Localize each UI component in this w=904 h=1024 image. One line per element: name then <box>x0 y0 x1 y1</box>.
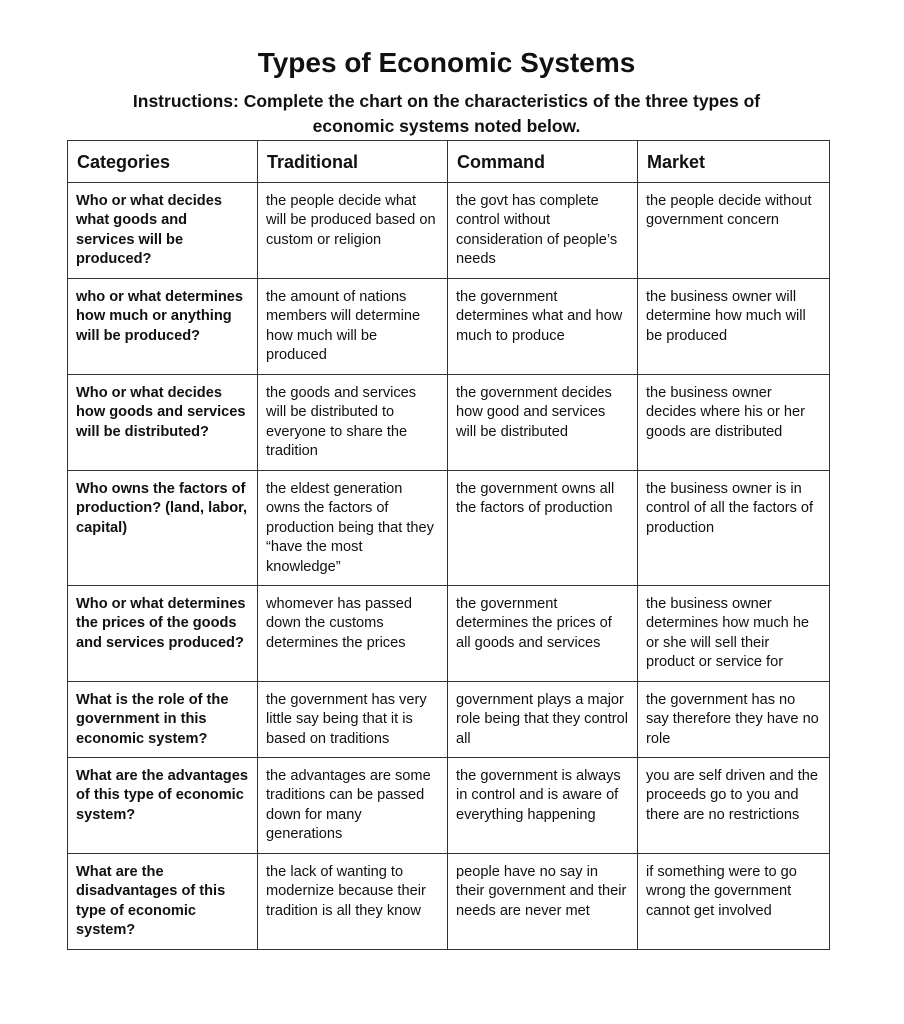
table-row <box>68 758 830 854</box>
command-cell: the government owns all the factors of production <box>448 471 638 586</box>
market-cell: the government has no say therefore they have no role <box>638 682 830 758</box>
header-market: Market <box>638 141 830 183</box>
category-cell: What are the disadvantages of this type of economic system? <box>68 854 258 950</box>
market-cell: the business owner decides where his or her goods are distributed <box>638 375 830 471</box>
command-cell: the government determines the prices of all goods and services <box>448 586 638 682</box>
table-row <box>68 279 830 375</box>
page-title: Types of Economic Systems <box>257 47 636 78</box>
category-cell: Who or what decides what goods and services will be produced? <box>68 183 258 279</box>
category-cell: Who owns the factors of production? (land, labor, capital) <box>68 471 258 586</box>
category-cell: who or what determines how much or anything will be produced? <box>68 279 258 375</box>
header-categories: Categories <box>68 141 258 183</box>
command-cell: the government determines what and how much to produce <box>448 279 638 375</box>
traditional-cell: whomever has passed down the customs determines the prices <box>258 586 448 682</box>
traditional-cell: the people decide what will be produced based on custom or religion <box>258 183 448 279</box>
traditional-cell: the goods and services will be distributed to everyone to share the tradition <box>258 375 448 471</box>
table-row <box>68 682 830 758</box>
category-cell: What is the role of the government in this economic system? <box>68 682 258 758</box>
market-cell: the business owner is in control of all the factors of production <box>638 471 830 586</box>
command-cell: the government is always in control and is aware of everything happening <box>448 758 638 854</box>
traditional-cell: the amount of nations members will determine how much will be produced <box>258 279 448 375</box>
traditional-cell: the advantages are some traditions can be passed down for many generations <box>258 758 448 854</box>
category-cell: Who or what decides how goods and services will be distributed? <box>68 375 258 471</box>
category-cell: What are the advantages of this type of economic system? <box>68 758 258 854</box>
category-cell: Who or what determines the prices of the goods and services produced? <box>68 586 258 682</box>
traditional-cell: the government has very little say being that it is based on traditions <box>258 682 448 758</box>
header-traditional: Traditional <box>258 141 448 183</box>
table-row <box>68 854 830 950</box>
command-cell: government plays a major role being that they control all <box>448 682 638 758</box>
header-command: Command <box>448 141 638 183</box>
traditional-cell: the eldest generation owns the factors of production being that they “have the most knowledge” <box>258 471 448 586</box>
economic-systems-table <box>67 140 830 950</box>
market-cell: the business owner will determine how much will be produced <box>638 279 830 375</box>
command-cell: the government decides how good and services will be distributed <box>448 375 638 471</box>
traditional-cell: the lack of wanting to modernize because their tradition is all they know <box>258 854 448 950</box>
instructions-text: Instructions: Complete the chart on the characteristics of the three types of economic systems noted below. <box>132 91 761 136</box>
table-row <box>68 586 830 682</box>
market-cell: if something were to go wrong the government cannot get involved <box>638 854 830 950</box>
market-cell: the people decide without government concern <box>638 183 830 279</box>
command-cell: people have no say in their government and their needs are never met <box>448 854 638 950</box>
table-row <box>68 183 830 279</box>
table-header-row <box>68 141 830 183</box>
market-cell: you are self driven and the proceeds go to you and there are no restrictions <box>638 758 830 854</box>
table-row <box>68 471 830 586</box>
command-cell: the govt has complete control without consideration of people’s needs <box>448 183 638 279</box>
market-cell: the business owner determines how much he or she will sell their product or service for <box>638 586 830 682</box>
table-row <box>68 375 830 471</box>
